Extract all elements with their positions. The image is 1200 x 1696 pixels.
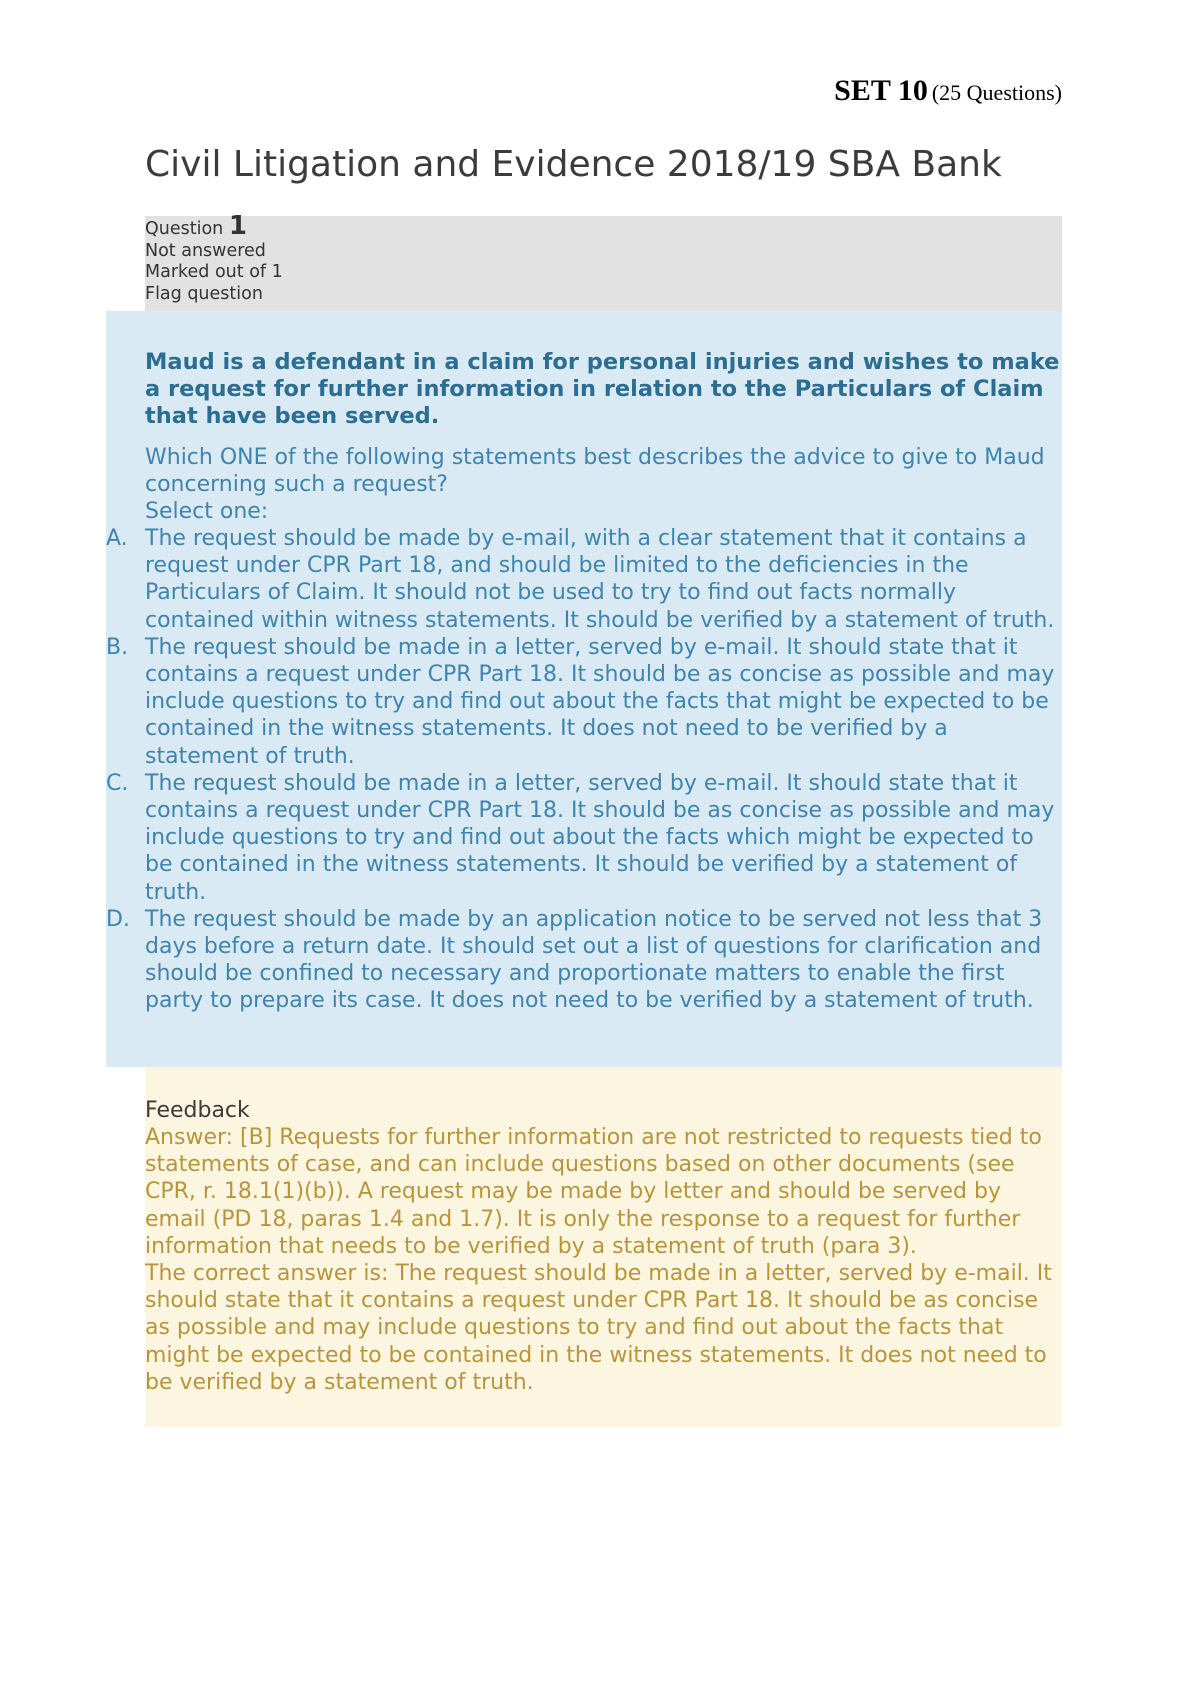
answer-option-b[interactable] [106, 634, 1060, 770]
question-number: 1 [228, 211, 247, 241]
option-text: The request should be made by e-mail, with a clear statement that it contains a request under CPR Part 18, and should be limited to the deficiencies in the Particulars of Claim. It should not be used to try to find out facts normally contained within witness statements. It should be verified by a statement of truth. [145, 526, 1055, 633]
feedback-answer: Answer: [B] Requests for further information are not restricted to requests tied to statements of case, and can include questions based on other documents (see CPR, r. 18.1(1)(b)). A request may be made by letter and should be served by email (PD 18, paras 1.4 and 1.7). It is only the response to a request for further information that needs to be verified by a statement of truth (para 3). [145, 1125, 1042, 1259]
set-question-count: (25 Questions) [931, 80, 1062, 105]
marks-info: Marked out of 1 [145, 262, 283, 282]
question-stem: Maud is a defendant in a claim for personal injuries and wishes to make a request for further information in relation to the Particulars of Claim that have been served. [145, 349, 1060, 429]
feedback-panel [145, 1067, 1062, 1427]
question-panel [106, 311, 1062, 1067]
set-label: SET 10 [834, 74, 928, 107]
option-letter: C. [106, 770, 129, 796]
answer-option-c[interactable] [106, 770, 1060, 906]
answer-status: Not answered [145, 240, 266, 261]
option-letter: A. [106, 526, 128, 551]
feedback-heading: Feedback [145, 1098, 250, 1123]
option-text: The request should be made in a letter, served by e-mail. It should state that it contains a request under CPR Part 18. It should be as concise as possible and may include questions to try and find out about the facts that might be expected to be contained in the witness statements. It does not need to be verified by a statement of truth. [145, 634, 1055, 769]
question-number-row [145, 211, 1062, 241]
option-text: The request should be made by an application notice to be served not less that 3 days before a return date. It should set out a list of questions for clarification and should be confined to necessary and proportionate matters to enable the first party to prepare its case. It does not need to be verified by a statement of truth. [145, 906, 1043, 1014]
answer-option-a[interactable] [106, 525, 1060, 634]
feedback-correct-answer: The correct answer is: The request should be made in a letter, served by e-mail. It should state that it contains a request under CPR Part 18. It should be as concise as possible and may include questions to try and find out about the facts that might be expected to be contained in the witness statements. It does not need to be verified by a statement of truth. [145, 1261, 1052, 1395]
document-title: Civil Litigation and Evidence 2018/19 SBA Bank [145, 144, 1002, 185]
question-label: Question [145, 219, 224, 239]
set-header [834, 74, 1062, 108]
option-letter: D. [106, 906, 130, 932]
question-prompt-block [145, 444, 1060, 525]
answer-option-d[interactable] [106, 906, 1060, 1015]
feedback-text [145, 1124, 1060, 1396]
flag-question-link[interactable]: Flag question [145, 283, 263, 304]
question-prompt: Which ONE of the following statements best describes the advice to give to Maud concerning such a request? [145, 445, 1045, 497]
option-letter: B. [106, 634, 129, 660]
option-text: The request should be made in a letter, served by e-mail. It should state that it contains a request under CPR Part 18. It should be as concise as possible and may include questions to try and find out about the facts which might be expected to be contained in the witness statements. It should be verified by a statement of truth. [145, 770, 1055, 905]
question-info-panel [145, 211, 1062, 311]
answer-options [106, 525, 1062, 1015]
select-one-label: Select one: [145, 499, 269, 524]
